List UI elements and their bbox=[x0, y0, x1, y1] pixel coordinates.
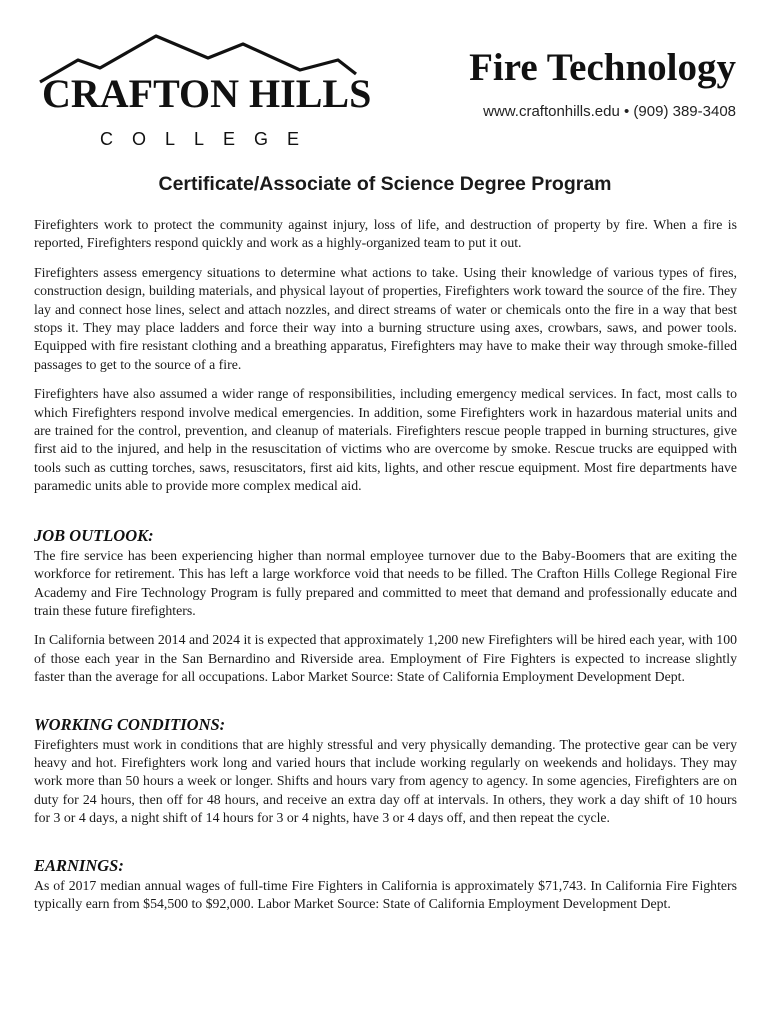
intro-paragraph: Firefighters have also assumed a wider range of responsibilities, including emergency medical services. In fact, most calls to which Firefighters respond involve medical emergencies. In addition, some Firefighters work in hazardous material units and are trained for the control, prevention, and cleanup of materials. Firefighters rescue people trapped in burning structures, give first aid to the injured, and help in the resuscitation of victims who are overcome by smoke. Rescue trucks are equipped with tools such as cutting torches, saws, resuscitators, first aid kits, lights, and other rescue equipment. Most fire departments have paramedic units able to provide more complex medical aid. bbox=[34, 386, 737, 494]
job-outlook-paragraph: The fire service has been experiencing higher than normal employee turnover due to the Baby-Boomers that are exiting the workforce for retirement. This has left a large workforce void that needs to be filled. The Crafton Hills College Regional Fire Academy and Fire Technology Program is fully prepared and committed to meet that demand and professionally educate and train these future firefighters. bbox=[34, 547, 737, 618]
college-logo bbox=[38, 30, 372, 149]
job-outlook-heading: JOB OUTLOOK: bbox=[34, 525, 154, 545]
working-conditions-heading: WORKING CONDITIONS: bbox=[34, 714, 226, 734]
job-outlook-paragraph: In California between 2014 and 2024 it is expected that approximately 1,200 new Firefighters will be hired each year, with 100 of those each year in the San Bernardino and Riverside area. Employment of Fire Fighters is expected to increase slightly faster than the average for all occupations. Labor Market Source: State of California Employment Development Dept. bbox=[34, 632, 737, 685]
earnings-paragraph: As of 2017 median annual wages of full-time Fire Fighters in California is approximately $71,743. In California Fire Fighters typically earn from $54,500 to $92,000. Labor Market Source: State of California Employment Development Dept. bbox=[34, 877, 737, 911]
working-conditions-paragraph: Firefighters must work in conditions that are highly stressful and very physically demanding. The protective gear can be very heavy and hot. Firefighters work long and varied hours that include working regularly on weekends and holidays. They may work more than 50 hours a week or longer. Shifts and hours vary from agency to agency. In some agencies, Firefighters are on duty for 24 hours, then off for 48 hours, and receive an extra day off at intervals. In others, they work a day shift of 10 hours for 3 or 4 days, a night shift of 14 hours for 3 or 4 nights, have 3 or 4 days off, and then repeat the cycle. bbox=[34, 736, 737, 826]
department-contact: www.craftonhills.edu • (909) 389-3408 bbox=[483, 103, 736, 120]
logo-college-subtitle: COLLEGE bbox=[100, 129, 319, 149]
program-title: Certificate/Associate of Science Degree Program bbox=[158, 173, 612, 195]
intro-paragraph: Firefighters assess emergency situations to determine what actions to take. Using their knowledge of various types of fires, construction design, building materials, and physical layout of properties, Firefighters work toward the source of the fire. They lay and connect hose lines, select and attach nozzles, and direct streams of water or chemicals onto the fire in a way that best stops it. They may place ladders and force their way into a burning structure using axes, crowbars, saws, and power tools. Equipped with fire resistant clothing and a breathing apparatus, Firefighters may have to make their way through smoke-filled passages to get to the source of a fire. bbox=[34, 264, 737, 372]
earnings-heading: EARNINGS: bbox=[34, 855, 124, 875]
document-body bbox=[34, 216, 737, 924]
logo-college-name: CRAFTON HILLS bbox=[42, 71, 372, 116]
department-title: Fire Technology bbox=[469, 46, 736, 89]
intro-paragraph: Firefighters work to protect the community against injury, loss of life, and destruction of property by fire. When a fire is reported, Firefighters respond quickly and work as a highly-organized team to put it out. bbox=[34, 217, 737, 251]
